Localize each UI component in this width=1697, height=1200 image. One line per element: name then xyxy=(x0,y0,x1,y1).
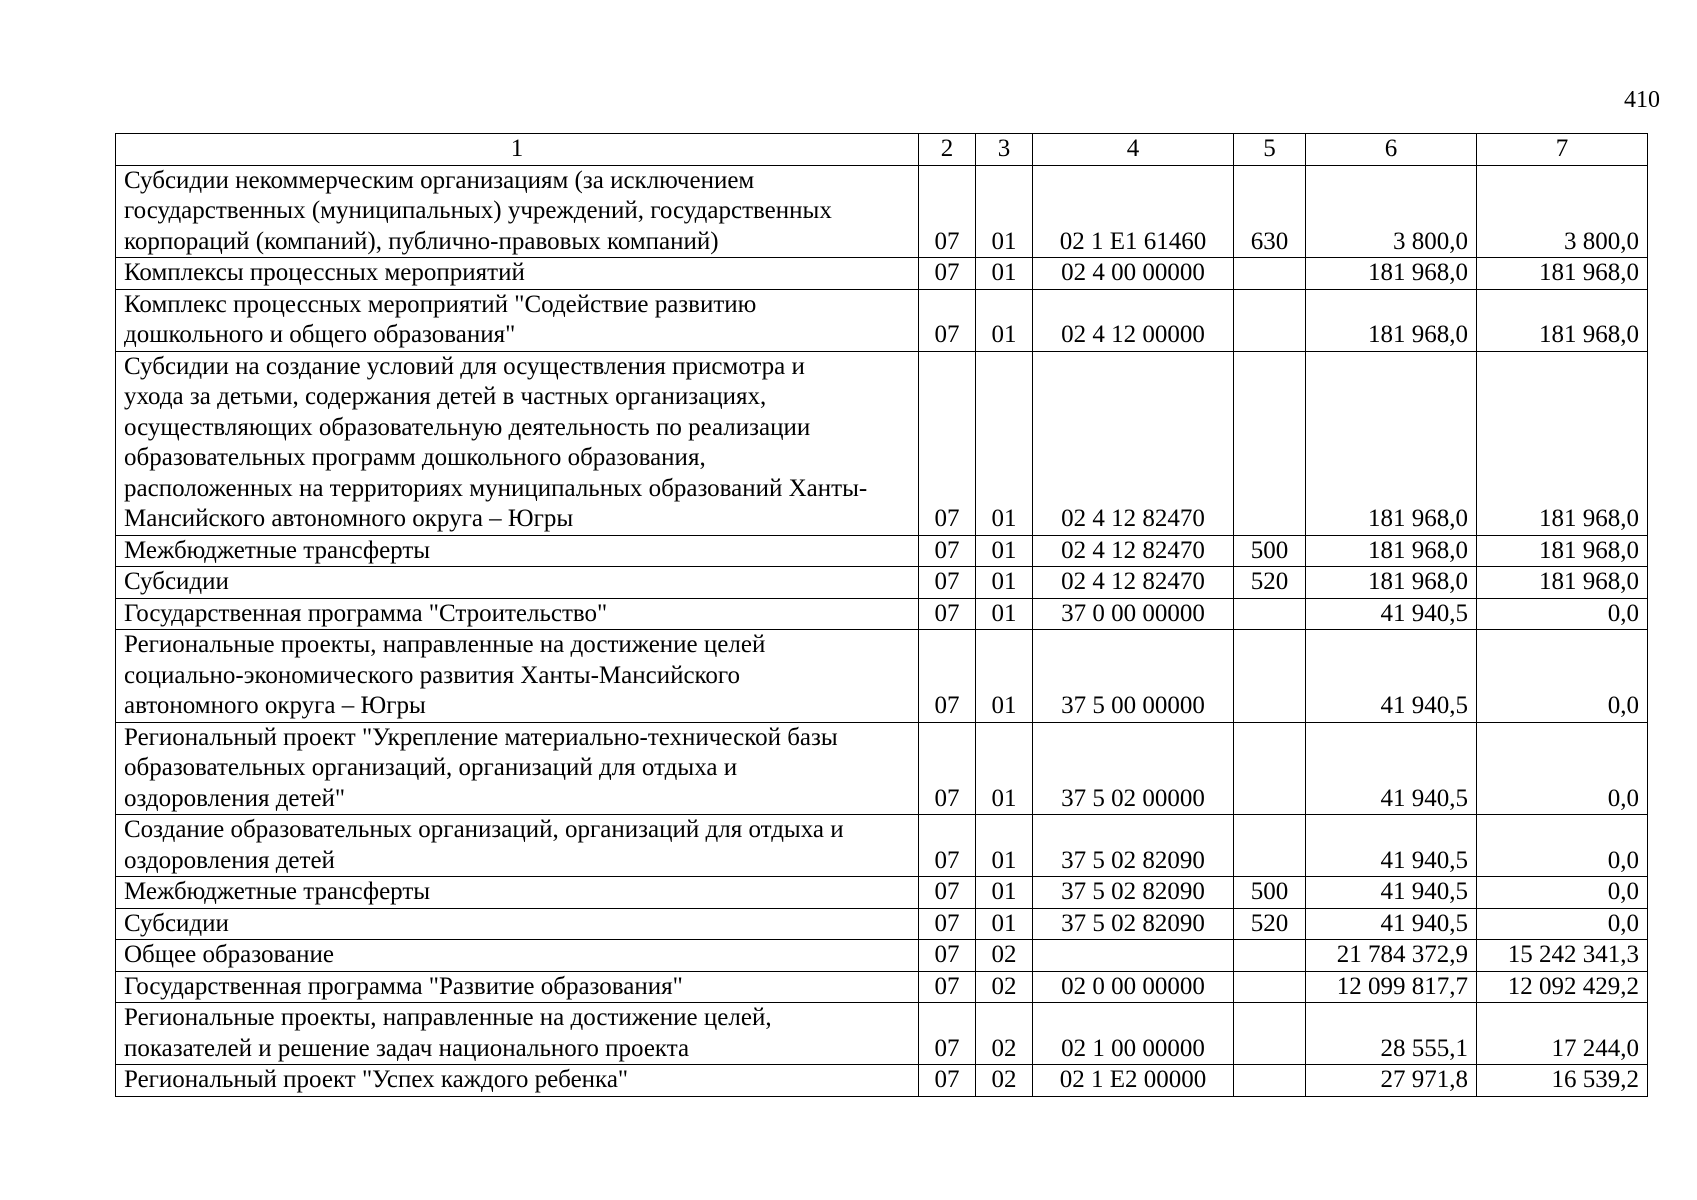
row-name-text: Региональный проект "Укрепление материально-технической базы образовательных организаций, организаций для отдыха и оздоровления детей" xyxy=(124,723,838,812)
row-target-code-text: 02 1 E1 61460 xyxy=(1059,227,1207,255)
row-amount-col7 xyxy=(1477,722,1648,815)
table-row xyxy=(116,535,1648,567)
row-amount-col7 xyxy=(1477,1065,1648,1097)
row-subsection-text: 01 xyxy=(991,909,1017,937)
row-subsection-text: 01 xyxy=(991,846,1017,874)
column-header-v6: 6 xyxy=(1306,134,1477,166)
page-number: 410 xyxy=(1624,87,1660,113)
row-amount-col7-text: 181 968,0 xyxy=(1539,321,1639,348)
row-expense-type xyxy=(1234,165,1306,258)
row-section-text: 07 xyxy=(934,941,960,968)
row-name xyxy=(116,351,919,535)
row-section xyxy=(919,722,976,815)
table-row xyxy=(116,289,1648,351)
row-subsection-text: 02 xyxy=(991,972,1017,1000)
column-header-target: 4 xyxy=(1033,134,1234,166)
row-amount-col7-text: 0,0 xyxy=(1607,599,1639,627)
row-name xyxy=(116,971,919,1003)
row-amount-col6 xyxy=(1306,908,1477,940)
row-amount-col6 xyxy=(1306,722,1477,815)
row-expense-type xyxy=(1234,351,1306,535)
row-amount-col7 xyxy=(1477,630,1648,723)
row-section-text: 07 xyxy=(934,259,960,286)
row-target-code-text: 02 4 12 82470 xyxy=(1061,505,1205,532)
row-amount-col7 xyxy=(1477,815,1648,877)
row-target-code xyxy=(1033,598,1234,630)
row-amount-col7-text: 0,0 xyxy=(1607,692,1639,719)
row-subsection xyxy=(976,722,1033,815)
row-amount-col6-text: 21 784 372,9 xyxy=(1336,941,1468,968)
row-amount-col6-text: 41 940,5 xyxy=(1380,846,1468,874)
row-subsection xyxy=(976,877,1033,909)
row-target-code-text: 37 5 02 82090 xyxy=(1061,846,1205,874)
row-amount-col6-text: 181 968,0 xyxy=(1368,536,1468,564)
row-amount-col6-text: 41 940,5 xyxy=(1380,878,1468,905)
row-name xyxy=(116,815,919,877)
row-expense-type xyxy=(1234,815,1306,877)
row-amount-col6 xyxy=(1306,1003,1477,1065)
row-subsection xyxy=(976,567,1033,599)
row-amount-col6-text: 181 968,0 xyxy=(1368,568,1468,595)
row-expense-type-text: 500 xyxy=(1250,878,1289,905)
row-subsection-text: 01 xyxy=(991,878,1017,905)
column-header-v7: 7 xyxy=(1477,134,1648,166)
row-section-text: 07 xyxy=(934,972,960,1000)
row-amount-col7 xyxy=(1477,165,1648,258)
row-amount-col6 xyxy=(1306,1065,1477,1097)
table-row xyxy=(116,258,1648,290)
row-expense-type xyxy=(1234,567,1306,599)
table-row xyxy=(116,1065,1648,1097)
row-target-code-text: 02 4 12 82470 xyxy=(1061,536,1205,564)
row-amount-col7 xyxy=(1477,351,1648,535)
row-name-text: Межбюджетные трансферты xyxy=(124,536,431,564)
row-amount-col6 xyxy=(1306,877,1477,909)
row-subsection xyxy=(976,940,1033,972)
row-section-text: 07 xyxy=(934,692,960,719)
row-name xyxy=(116,908,919,940)
row-expense-type xyxy=(1234,1065,1306,1097)
row-target-code xyxy=(1033,535,1234,567)
row-section-text: 07 xyxy=(934,536,960,564)
row-name xyxy=(116,567,919,599)
row-target-code xyxy=(1033,1065,1234,1097)
row-amount-col7 xyxy=(1477,535,1648,567)
row-expense-type xyxy=(1234,258,1306,290)
row-subsection xyxy=(976,598,1033,630)
row-subsection-text: 01 xyxy=(991,692,1017,719)
row-amount-col7 xyxy=(1477,567,1648,599)
row-amount-col7-text: 0,0 xyxy=(1607,909,1639,937)
row-target-code xyxy=(1033,908,1234,940)
row-subsection xyxy=(976,535,1033,567)
row-subsection xyxy=(976,289,1033,351)
row-target-code-text: 02 4 12 82470 xyxy=(1061,568,1205,595)
table-row xyxy=(116,165,1648,258)
row-amount-col6-text: 3 800,0 xyxy=(1393,227,1468,255)
row-name-text: Субсидии xyxy=(124,909,229,937)
row-section xyxy=(919,598,976,630)
row-expense-type-text: 500 xyxy=(1250,536,1289,564)
row-name-text: Комплекс процессных мероприятий "Содействие развитию дошкольного и общего образования" xyxy=(124,290,757,348)
table-row xyxy=(116,940,1648,972)
row-name xyxy=(116,289,919,351)
row-subsection-text: 01 xyxy=(991,536,1017,564)
row-name-text: Общее образование xyxy=(124,941,334,968)
row-expense-type-text: 630 xyxy=(1250,227,1289,255)
table-row xyxy=(116,722,1648,815)
row-amount-col6 xyxy=(1306,630,1477,723)
row-name-text: Создание образовательных организаций, организаций для отдыха и оздоровления детей xyxy=(124,816,844,874)
row-subsection xyxy=(976,165,1033,258)
row-section xyxy=(919,908,976,940)
row-section xyxy=(919,971,976,1003)
row-name-text: Региональные проекты, направленные на достижение целей, показателей и решение задач национального проекта xyxy=(124,1004,772,1062)
row-section-text: 07 xyxy=(934,568,960,595)
row-target-code-text: 37 5 00 00000 xyxy=(1061,692,1205,719)
row-target-code xyxy=(1033,1003,1234,1065)
row-amount-col6 xyxy=(1306,940,1477,972)
row-target-code xyxy=(1033,567,1234,599)
row-expense-type xyxy=(1234,535,1306,567)
row-amount-col6 xyxy=(1306,351,1477,535)
row-target-code xyxy=(1033,258,1234,290)
row-target-code xyxy=(1033,165,1234,258)
row-subsection-text: 02 xyxy=(991,1034,1017,1062)
row-amount-col7 xyxy=(1477,940,1648,972)
row-section-text: 07 xyxy=(934,505,960,532)
row-subsection-text: 01 xyxy=(991,259,1017,286)
row-target-code xyxy=(1033,289,1234,351)
row-expense-type xyxy=(1234,877,1306,909)
row-name-text: Субсидии на создание условий для осуществления присмотра и ухода за детьми, содержания детей в частных организациях, осуществляющих образовательную деятельность по реализации образовательных программ дошкольного образования, расположенных на территориях муниципальных образований Ханты- Мансийского автономного округа – Югры xyxy=(124,352,868,532)
table-row xyxy=(116,630,1648,723)
row-amount-col7 xyxy=(1477,971,1648,1003)
row-target-code-text: 02 4 00 00000 xyxy=(1061,259,1205,286)
row-expense-type xyxy=(1234,940,1306,972)
table-row xyxy=(116,598,1648,630)
row-subsection xyxy=(976,908,1033,940)
row-subsection xyxy=(976,1065,1033,1097)
row-section xyxy=(919,630,976,723)
row-target-code-text: 37 5 02 82090 xyxy=(1061,909,1205,937)
row-name xyxy=(116,258,919,290)
row-target-code-text: 37 5 02 82090 xyxy=(1061,878,1205,905)
row-amount-col6-text: 41 940,5 xyxy=(1380,784,1468,812)
row-subsection xyxy=(976,1003,1033,1065)
row-section-text: 07 xyxy=(934,878,960,905)
row-section xyxy=(919,165,976,258)
row-subsection-text: 02 xyxy=(991,1066,1017,1093)
row-section xyxy=(919,289,976,351)
row-subsection xyxy=(976,815,1033,877)
row-name xyxy=(116,877,919,909)
row-name-text: Государственная программа "Строительство" xyxy=(124,599,608,627)
row-name xyxy=(116,722,919,815)
row-expense-type xyxy=(1234,289,1306,351)
row-amount-col6 xyxy=(1306,598,1477,630)
row-amount-col6-text: 181 968,0 xyxy=(1368,259,1468,286)
row-name-text: Межбюджетные трансферты xyxy=(124,878,431,905)
row-amount-col6-text: 27 971,8 xyxy=(1380,1066,1468,1093)
row-name xyxy=(116,598,919,630)
row-section xyxy=(919,567,976,599)
row-name-text: Субсидии некоммерческим организациям (за исключением государственных (муниципальных) учреждений, государственных корпораций (компаний), публично-правовых компаний) xyxy=(124,166,832,255)
row-section xyxy=(919,535,976,567)
row-amount-col7 xyxy=(1477,908,1648,940)
row-target-code xyxy=(1033,630,1234,723)
budget-table xyxy=(115,133,1648,1097)
row-subsection-text: 01 xyxy=(991,599,1017,627)
row-amount-col7-text: 181 968,0 xyxy=(1539,505,1639,532)
row-name xyxy=(116,630,919,723)
row-subsection-text: 01 xyxy=(991,321,1017,348)
row-subsection-text: 02 xyxy=(991,941,1017,968)
row-amount-col7-text: 0,0 xyxy=(1607,846,1639,874)
row-section xyxy=(919,1065,976,1097)
row-section-text: 07 xyxy=(934,321,960,348)
row-amount-col6-text: 181 968,0 xyxy=(1368,505,1468,532)
table-row xyxy=(116,815,1648,877)
row-amount-col6 xyxy=(1306,535,1477,567)
row-amount-col6 xyxy=(1306,971,1477,1003)
row-section-text: 07 xyxy=(934,909,960,937)
row-amount-col7-text: 181 968,0 xyxy=(1539,259,1639,286)
row-name-text: Субсидии xyxy=(124,568,229,595)
table-row xyxy=(116,351,1648,535)
row-section xyxy=(919,877,976,909)
row-subsection-text: 01 xyxy=(991,227,1017,255)
row-amount-col6-text: 12 099 817,7 xyxy=(1336,972,1468,1000)
table-row xyxy=(116,1003,1648,1065)
row-amount-col7 xyxy=(1477,1003,1648,1065)
table-row xyxy=(116,877,1648,909)
row-target-code-text: 37 0 00 00000 xyxy=(1061,599,1205,627)
row-subsection xyxy=(976,630,1033,723)
row-subsection-text: 01 xyxy=(991,784,1017,812)
row-amount-col6 xyxy=(1306,815,1477,877)
row-amount-col7-text: 0,0 xyxy=(1607,878,1639,905)
row-amount-col7-text: 3 800,0 xyxy=(1564,227,1639,255)
row-amount-col7-text: 16 539,2 xyxy=(1551,1066,1639,1093)
row-amount-col6 xyxy=(1306,289,1477,351)
row-section-text: 07 xyxy=(934,846,960,874)
row-subsection-text: 01 xyxy=(991,505,1017,532)
row-expense-type-text: 520 xyxy=(1250,568,1289,595)
row-name-text: Региональный проект "Успех каждого ребенка" xyxy=(124,1066,629,1093)
row-expense-type-text: 520 xyxy=(1250,909,1289,937)
row-target-code-text: 02 0 00 00000 xyxy=(1061,972,1205,1000)
row-amount-col6 xyxy=(1306,258,1477,290)
row-amount-col7 xyxy=(1477,289,1648,351)
column-header-subsection: 3 xyxy=(976,134,1033,166)
row-target-code-text: 02 4 12 00000 xyxy=(1061,321,1205,348)
row-amount-col6 xyxy=(1306,165,1477,258)
row-amount-col6-text: 181 968,0 xyxy=(1368,321,1468,348)
column-header-name: 1 xyxy=(116,134,919,166)
row-target-code xyxy=(1033,815,1234,877)
row-target-code-text: 37 5 02 00000 xyxy=(1061,784,1205,812)
row-section-text: 07 xyxy=(934,1034,960,1062)
row-amount-col6-text: 41 940,5 xyxy=(1380,692,1468,719)
row-subsection-text: 01 xyxy=(991,568,1017,595)
row-expense-type xyxy=(1234,630,1306,723)
row-target-code xyxy=(1033,971,1234,1003)
row-amount-col6-text: 41 940,5 xyxy=(1380,599,1468,627)
row-amount-col7-text: 181 968,0 xyxy=(1539,536,1639,564)
row-subsection xyxy=(976,351,1033,535)
row-amount-col7-text: 17 244,0 xyxy=(1551,1034,1639,1062)
row-target-code-text: 02 1 E2 00000 xyxy=(1059,1066,1207,1093)
row-name-text: Региональные проекты, направленные на достижение целей социально-экономического развития Ханты-Мансийского автономного округа – Югры xyxy=(124,631,766,719)
table-row xyxy=(116,971,1648,1003)
row-section xyxy=(919,940,976,972)
column-header-section: 2 xyxy=(919,134,976,166)
row-amount-col7-text: 15 242 341,3 xyxy=(1507,941,1639,968)
row-amount-col7-text: 0,0 xyxy=(1607,784,1639,812)
row-name xyxy=(116,1003,919,1065)
row-target-code xyxy=(1033,940,1234,972)
row-section-text: 07 xyxy=(934,599,960,627)
row-name xyxy=(116,165,919,258)
row-target-code xyxy=(1033,877,1234,909)
row-amount-col6-text: 28 555,1 xyxy=(1380,1034,1468,1062)
row-subsection xyxy=(976,971,1033,1003)
row-name xyxy=(116,940,919,972)
row-section xyxy=(919,351,976,535)
row-amount-col7-text: 12 092 429,2 xyxy=(1507,972,1639,1000)
row-expense-type xyxy=(1234,722,1306,815)
row-target-code-text: 02 1 00 00000 xyxy=(1061,1034,1205,1062)
row-section xyxy=(919,258,976,290)
row-name-text: Комплексы процессных мероприятий xyxy=(124,259,525,286)
row-section xyxy=(919,1003,976,1065)
row-amount-col7 xyxy=(1477,598,1648,630)
row-name xyxy=(116,1065,919,1097)
row-section-text: 07 xyxy=(934,1066,960,1093)
row-amount-col7 xyxy=(1477,258,1648,290)
row-expense-type xyxy=(1234,1003,1306,1065)
row-target-code xyxy=(1033,351,1234,535)
row-section xyxy=(919,815,976,877)
table-row xyxy=(116,908,1648,940)
row-amount-col6-text: 41 940,5 xyxy=(1380,909,1468,937)
table-row xyxy=(116,567,1648,599)
row-expense-type xyxy=(1234,971,1306,1003)
row-amount-col7 xyxy=(1477,877,1648,909)
row-section-text: 07 xyxy=(934,784,960,812)
column-header-type: 5 xyxy=(1234,134,1306,166)
table-header-row xyxy=(116,134,1648,166)
row-expense-type xyxy=(1234,908,1306,940)
row-target-code xyxy=(1033,722,1234,815)
row-name xyxy=(116,535,919,567)
row-section-text: 07 xyxy=(934,227,960,255)
row-amount-col6 xyxy=(1306,567,1477,599)
row-expense-type xyxy=(1234,598,1306,630)
row-subsection xyxy=(976,258,1033,290)
row-name-text: Государственная программа "Развитие образования" xyxy=(124,972,683,1000)
row-amount-col7-text: 181 968,0 xyxy=(1539,568,1639,595)
